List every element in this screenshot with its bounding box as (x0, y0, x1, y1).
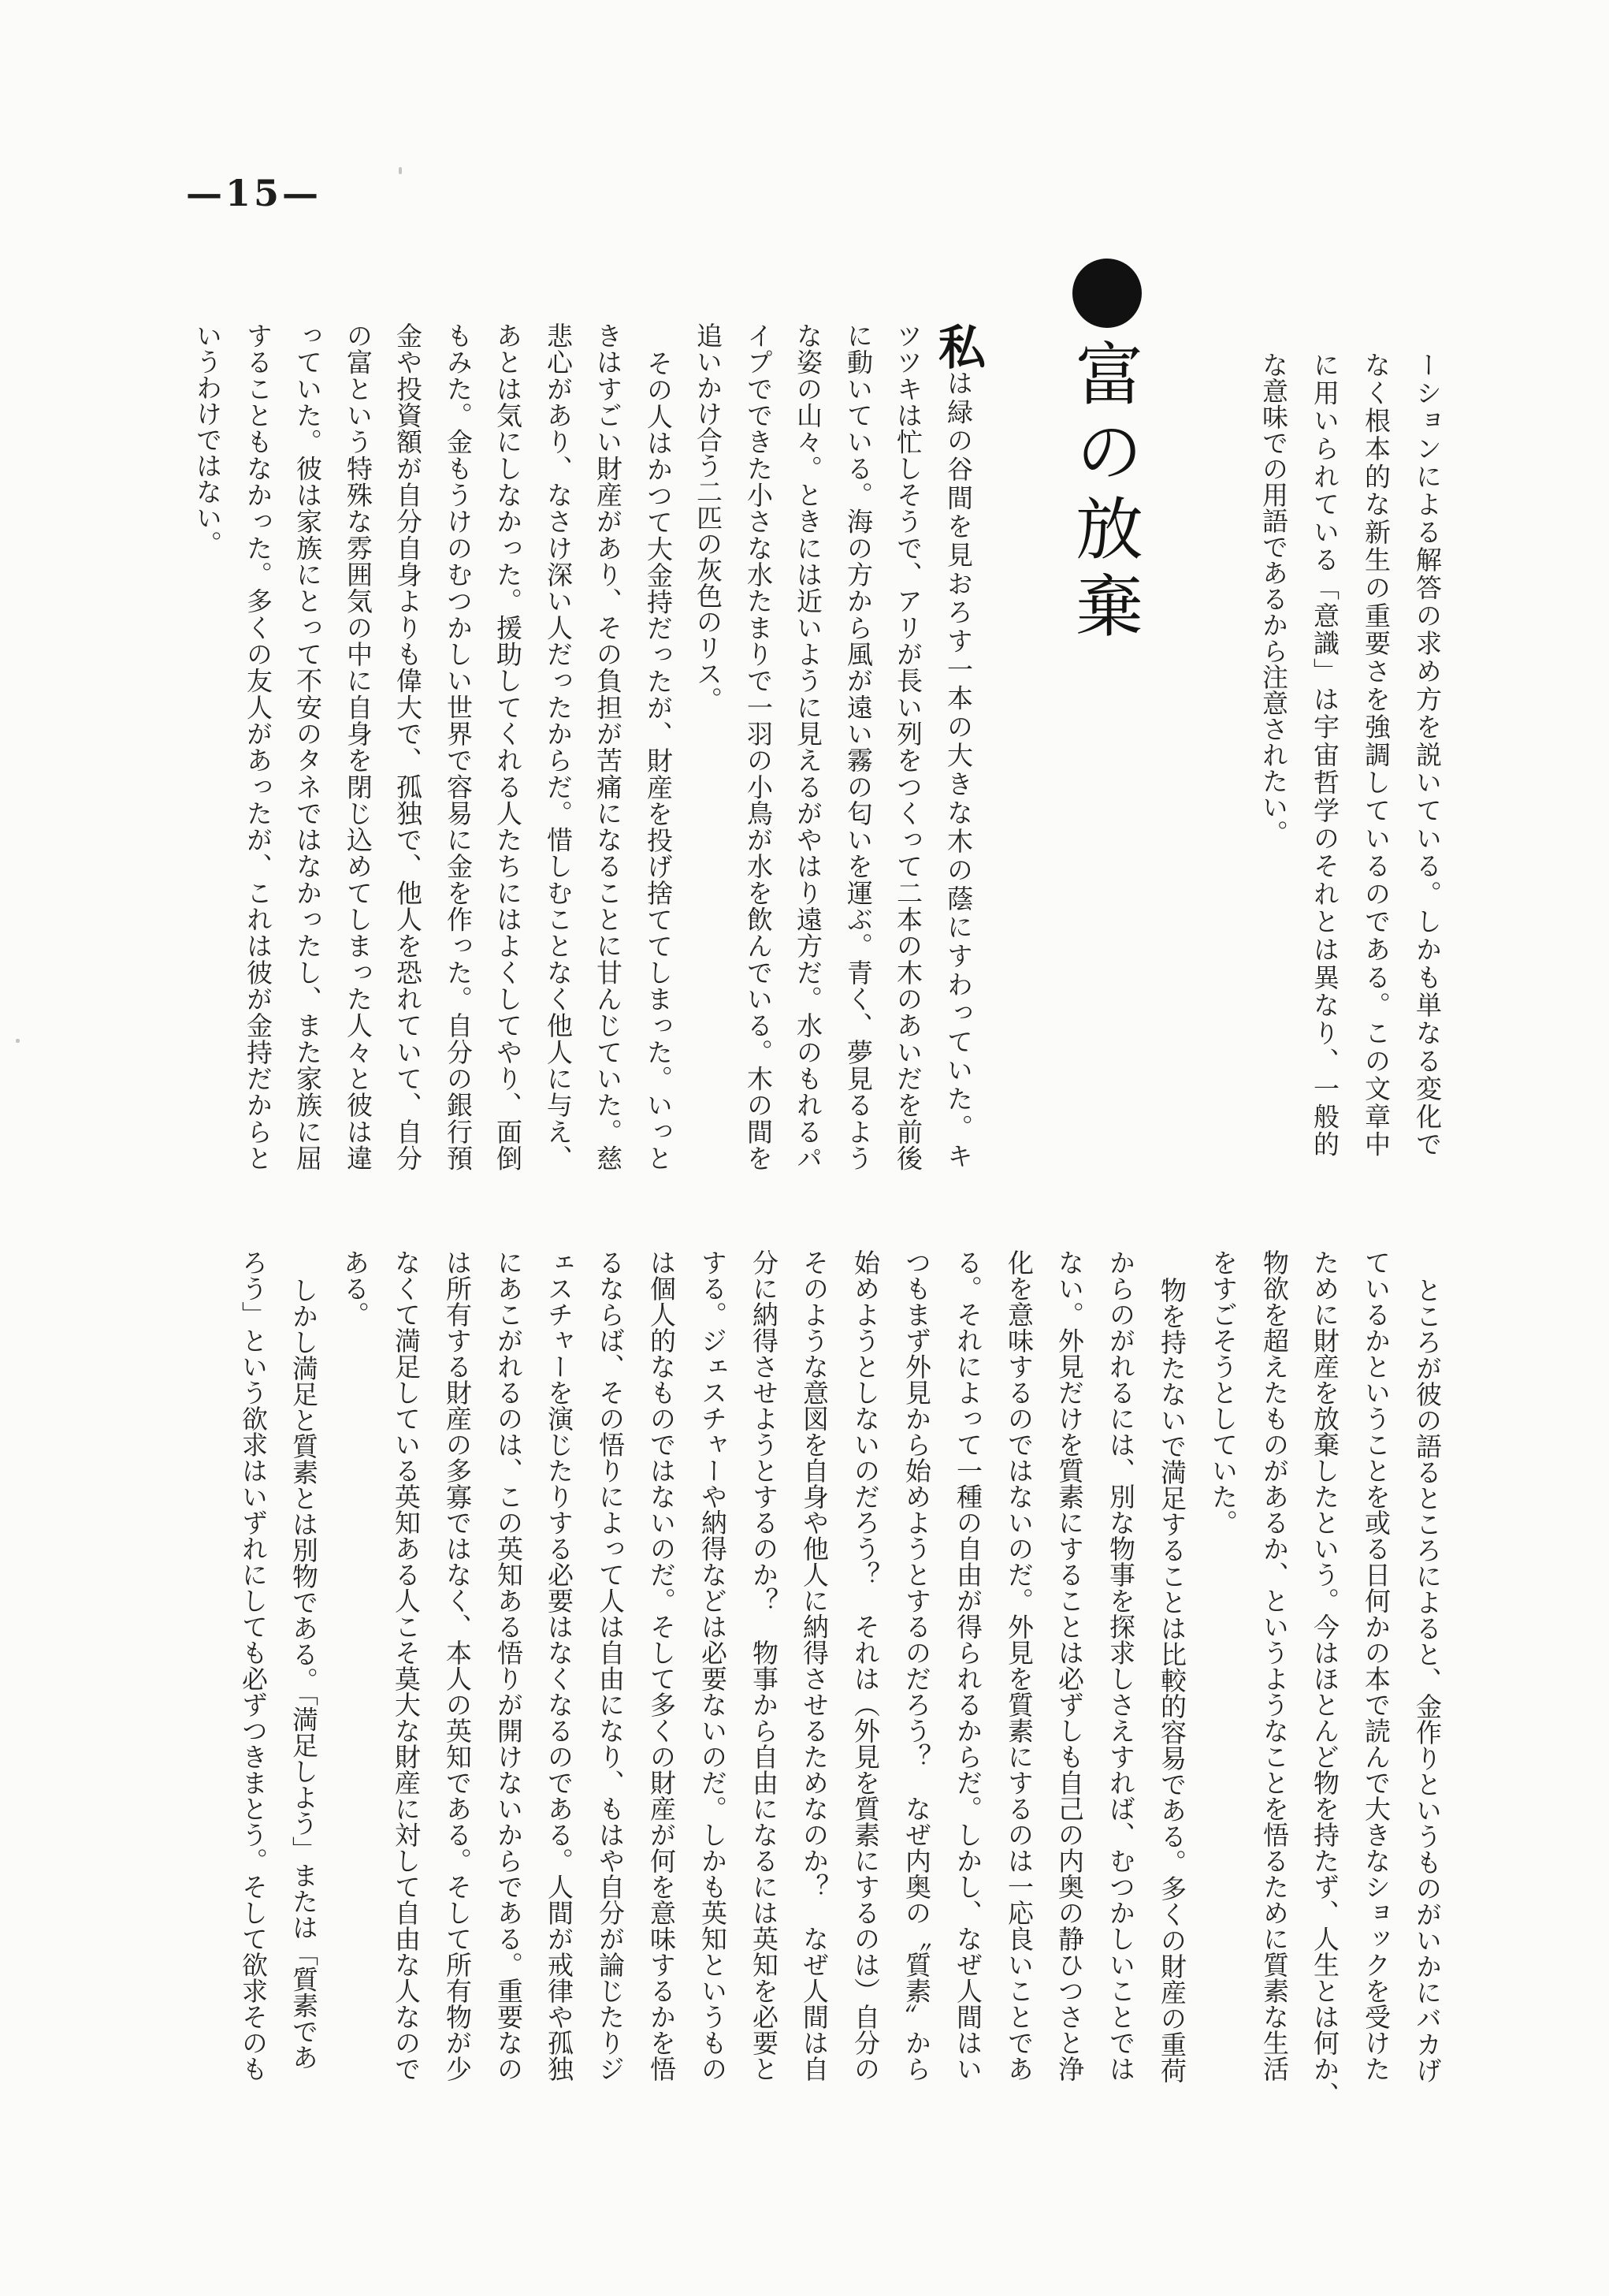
title-bullet-icon (1072, 259, 1142, 328)
text-column: に用いられている「意識」は宇宙哲学のそれとは異なり、一般的 (1310, 352, 1340, 1159)
text-column: は個人的なものではないのだ。そして多くの財産が何を意味するかを悟 (646, 1249, 677, 2082)
text-column: あとは気にしなかった。援助してくれる人たちにはよくしてやり、面倒 (492, 322, 523, 1172)
text-column: ない。外見だけを質素にすることは必ずしも自己の内奥の静ひつさと浄 (1054, 1249, 1085, 2082)
text-column: るならば、その悟りによって人は自由になり、もはや自分が論じたりジ (595, 1249, 626, 2082)
text-column: ある。 (340, 1249, 370, 1327)
text-column: ツツキは忙しそうで、アリが長い列をつくって二本の木のあいだを前後 (893, 322, 923, 1172)
text-column: なくて満足している英知ある人こそ莫大な財産に対して自由な人なので (391, 1249, 422, 2082)
text-column: そのような意図を自身や他人に納得させるためなのか？ なぜ人間は自 (799, 1249, 830, 2082)
text-column: ろう」という欲求はいずれにしても必ずつきまとう。そして欲求そのも (238, 1249, 269, 2082)
text-column: その人はかつて大金持だったが、財産を投げ捨ててしまった。いっと (643, 350, 674, 1171)
text-column: の富という特殊な雰囲気の中に自身を閉じ込めてしまった人々と彼は違 (343, 322, 373, 1172)
text-column: ているかということを或る日何かの本で読んで大きなショックを受けた (1361, 1249, 1392, 2082)
text-column: イプでできた小さな水たまりで一羽の小鳥が水を飲んでいる。木の間を (743, 322, 774, 1172)
text-column: な意味での用語であるから注意されたい。 (1258, 352, 1289, 846)
article-title: 富の放棄 (1064, 339, 1143, 648)
text-line: は緑の谷間を見おろす一本の大きな木の蔭にすわっていた。キ (943, 370, 974, 1171)
page-number: —15— (186, 172, 322, 214)
text-column: いうわけではない。 (192, 322, 223, 556)
text-column: な姿の山々。ときには近いように見えるがやはり遠方だ。水のもれるパ (793, 322, 823, 1172)
text-column: なく根本的な新生の重要さを強調しているのである。この文章中 (1361, 352, 1392, 1159)
text-column: ェスチャーを演じたりする必要はなくなるのである。人間が戒律や孤独 (544, 1249, 574, 2082)
text-column: 分に納得させようとするのか？ 物事から自由になるには英知を必要と (749, 1249, 779, 2082)
text-column: きはすごい財産があり、その負担が苦痛になることに甘んじていた。慈 (593, 322, 623, 1172)
text-column: 追いかけ合う二匹の灰色のリス。 (693, 322, 723, 713)
text-column: つもまず外見から始めようとするのだろう？ なぜ内奥の〝質素〟から (901, 1249, 932, 2082)
text-column: をすごそうとしていた。 (1208, 1249, 1239, 1535)
text-column: 始めようとしないのだろう？ それは（外見を質素にするのは）自分の (850, 1249, 881, 2082)
text-column (931, 322, 986, 1171)
scan-speck (16, 1039, 20, 1043)
text-column: する。ジェスチャーや納得などは必要ないのだ。しかも英知というもの (697, 1249, 728, 2082)
text-column: は所有する財産の多寡ではなく、本人の英知である。そして所有物が少 (442, 1249, 473, 2082)
text-column: 金や投資額が自分自身よりも偉大で、孤独で、他人を恐れていて、自分 (392, 322, 423, 1172)
text-column: に動いている。海の方から風が遠い霧の匂いを運ぶ。青く、夢見るよう (843, 322, 874, 1172)
text-column: っていた。彼は家族にとって不安のタネではなかったし、また家族に屈 (292, 322, 323, 1172)
drop-cap: 私 (931, 322, 986, 370)
text-column: しかし満足と質素とは別物である。「満足しよう」または「質素であ (288, 1277, 319, 2071)
scan-speck (399, 167, 402, 174)
text-column: することもなかった。多くの友人があったが、これは彼が金持だからと (243, 322, 273, 1172)
text-column: ところが彼の語るところによると、金作りというものがいかにバカげ (1412, 1277, 1443, 2083)
text-column: からのがれるには、別な物事を探求しさえすれば、むつかしいことでは (1105, 1249, 1136, 2082)
text-column: もみた。金もうけのむつかしい世界で容易に金を作った。自分の銀行預 (443, 322, 474, 1172)
text-column: 化を意味するのではないのだ。外見を質素にするのは一応良いことであ (1004, 1249, 1035, 2082)
text-column: 悲心があり、なさけ深い人だったからだ。惜しむことなく他人に与え、 (543, 322, 574, 1172)
text-column: ために財産を放棄したという。今はほとんど物を持たず、人生とは何か、 (1310, 1249, 1340, 2108)
text-column: 物欲を超えたものがあるか、というようなことを悟るために質素な生活 (1259, 1249, 1290, 2082)
text-column: にあこがれるのは、この英知ある悟りが開けないからである。重要なの (493, 1249, 524, 2082)
text-column: 物を持たないで満足することは比較的容易である。多くの財産の重荷 (1157, 1277, 1187, 2083)
text-column: る。それによって一種の自由が得られるからだ。しかし、なぜ人間はい (953, 1249, 983, 2082)
text-column: ーションによる解答の求め方を説いている。しかも単なる変化で (1412, 352, 1443, 1159)
